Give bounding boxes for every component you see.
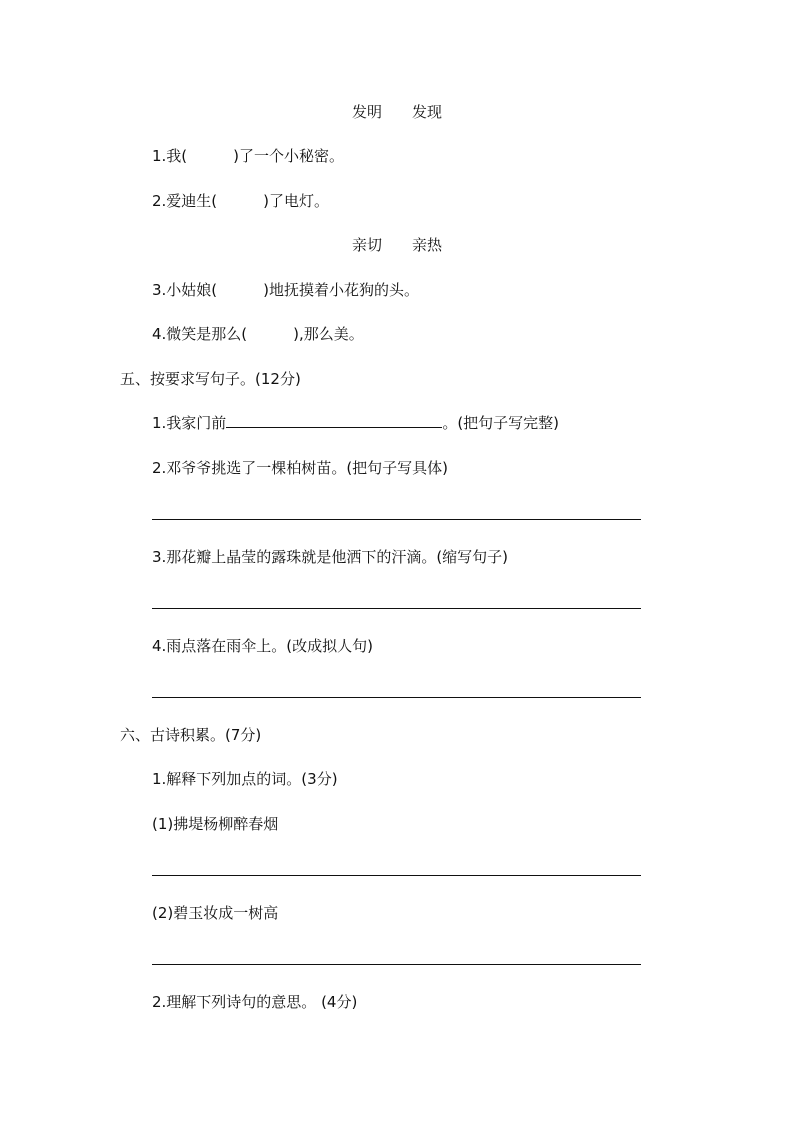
question-text: )了一个小秘密。 — [233, 147, 345, 165]
answer-line[interactable] — [152, 875, 641, 876]
question-text: )了电灯。 — [263, 192, 330, 210]
section-heading-5: 五、按要求写句子。(12分) — [120, 370, 301, 388]
word-choice: 发明 — [351, 103, 382, 121]
poem-line-2: (2)碧玉妆成一树高 — [152, 904, 279, 922]
fill-blank-question-2 — [152, 191, 329, 211]
answer-line[interactable] — [152, 964, 641, 965]
answer-blank[interactable] — [226, 413, 442, 428]
question-text: 3.小姑娘( — [152, 281, 218, 299]
answer-line[interactable] — [152, 608, 641, 609]
answer-line[interactable] — [152, 519, 641, 520]
poem-question-2: 2.理解下列诗句的意思。 (4分) — [152, 993, 358, 1011]
word-choice: 亲热 — [412, 236, 443, 254]
sentence-question-1 — [152, 413, 559, 433]
word-choice: 亲切 — [351, 236, 382, 254]
question-text: ),那么美。 — [293, 325, 364, 343]
poem-line-1: (1)拂堤杨柳醉春烟 — [152, 815, 279, 833]
section-heading-6: 六、古诗积累。(7分) — [120, 726, 262, 744]
word-choice: 发现 — [412, 103, 443, 121]
sentence-question-3: 3.那花瓣上晶莹的露珠就是他洒下的汗滴。(缩写句子) — [152, 548, 509, 566]
question-text: )地抚摸着小花狗的头。 — [263, 281, 420, 299]
fill-blank-question-4 — [152, 324, 364, 344]
word-choice-row-2 — [0, 235, 794, 255]
sentence-question-4: 4.雨点落在雨伞上。(改成拟人句) — [152, 637, 374, 655]
question-text: 。(把句子写完整) — [442, 414, 560, 432]
question-text: 1.我家门前 — [152, 414, 227, 432]
sentence-question-2: 2.邓爷爷挑选了一棵柏树苗。(把句子写具体) — [152, 459, 449, 477]
fill-blank-question-3 — [152, 280, 419, 300]
question-text: 1.我( — [152, 147, 188, 165]
question-text: 4.微笑是那么( — [152, 325, 248, 343]
word-choice-row-1 — [0, 102, 794, 122]
fill-blank-question-1 — [152, 146, 344, 166]
answer-line[interactable] — [152, 697, 641, 698]
poem-question-1: 1.解释下列加点的词。(3分) — [152, 770, 338, 788]
question-text: 2.爱迪生( — [152, 192, 218, 210]
